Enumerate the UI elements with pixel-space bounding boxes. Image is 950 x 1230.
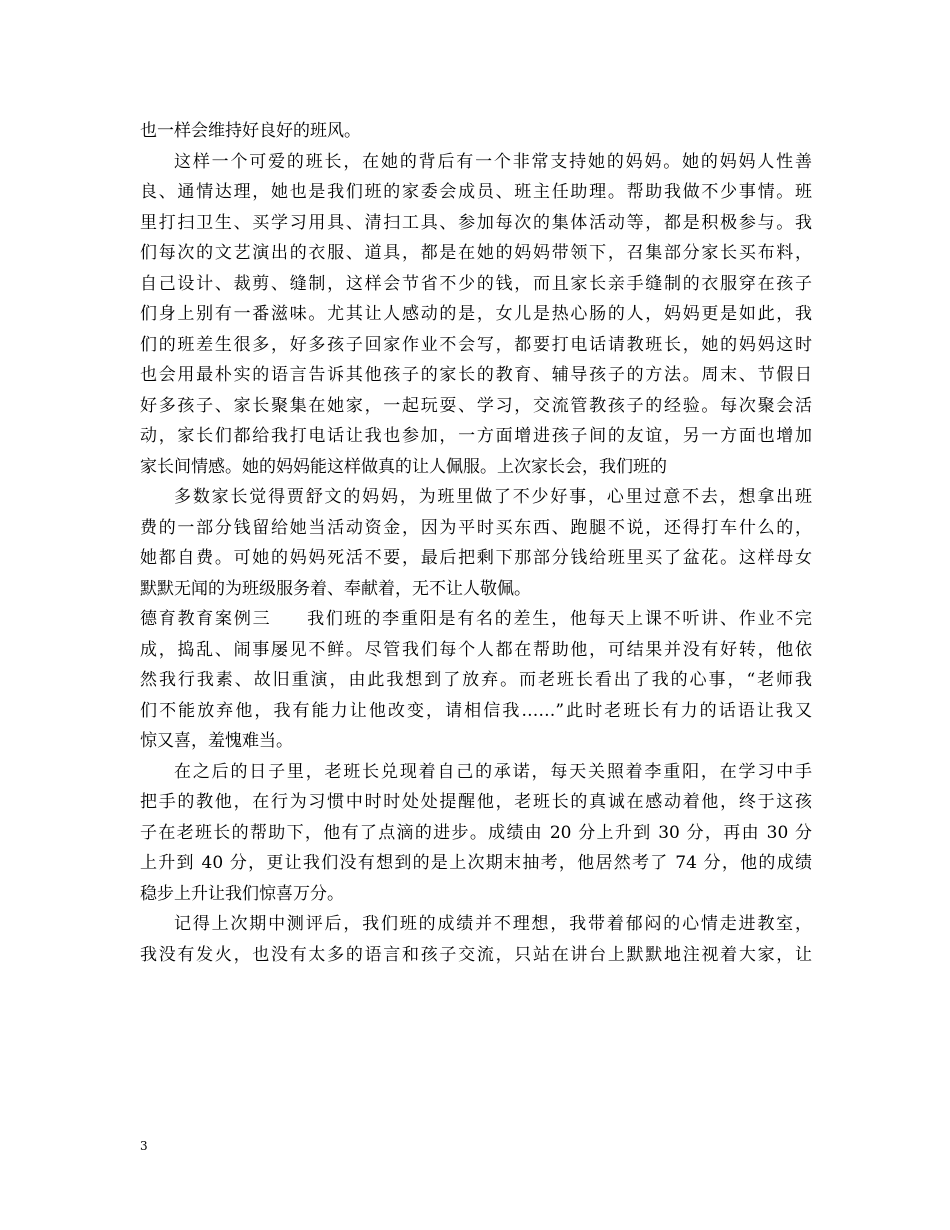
body-text [140,116,812,970]
text-line: 家长间情感。她的妈妈能这样做真的让人佩服。上次家长会，我们班的 [140,456,667,477]
text-line: 费的一部分钱留给她当活动资金，因为平时买东西、跑腿不说，还得打车什么的， [140,517,812,538]
case-text: 我们班的李重阳是有名的差生，他每天上课不听讲、作业不完 [305,609,813,629]
text-line: 然我行我素、故旧重演，由此我想到了放弃。而老班长看出了我的心事，“老师我 [140,670,812,690]
text-line: 惊又喜，羞愧难当。 [140,731,293,751]
text-line: 们不能放弃他，我有能力让他改变，请相信我……”此时老班长有力的话语让我又 [140,700,812,721]
paragraph-start-line: 在之后的日子里，老班长兑现着自己的承诺，每天关照着李重阳，在学习中手 [174,761,812,782]
text-line: 子在老班长的帮助下，他有了点滴的进步。成绩由 20 分上升到 30 分，再由 30 分 [140,822,812,843]
text-line: 成，捣乱、闹事屡见不鲜。尽管我们每个人都在帮助他，可结果并没有好转，他依 [140,639,812,660]
text-line: 也会用最朴实的语言告诉其他孩子的家长的教育、辅导孩子的方法。周末、节假日 [140,365,812,385]
text-line: 动，家长们都给我打电话让我也参加，一方面增进孩子间的友谊，另一方面也增加 [140,426,812,446]
text-line: 她都自费。可她的妈妈死活不要，最后把剩下那部分钱给班里买了盆花。这样母女 [140,548,812,568]
paragraph-start-line: 这样一个可爱的班长，在她的背后有一个非常支持她的妈妈。她的妈妈人性善 [174,151,812,172]
text-line: 好多孩子、家长聚集在她家，一起玩耍、学习，交流管教孩子的经验。每次聚会活 [140,395,812,416]
text-line: 默默无闻的为班级服务着、奉献着，无不让人敬佩。 [140,578,531,599]
text-line: 自己设计、裁剪、缝制，这样会节省不少的钱，而且家长亲手缝制的衣服穿在孩子 [140,273,812,294]
paragraph-start-line: 记得上次期中测评后，我们班的成绩并不理想，我带着郁闷的心情走进教室， [174,914,812,934]
text-line: 也一样会维持好良好的班风。 [140,121,361,141]
page-number: 3 [140,1139,148,1153]
text-line: 稳步上升让我们惊喜万分。 [140,883,344,904]
text-line: 我没有发火，也没有太多的语言和孩子交流，只站在讲台上默默地注视着大家，让 [140,944,812,965]
text-line: 们的班差生很多，好多孩子回家作业不会写，都要打电话请教班长，她的妈妈这时 [140,334,812,355]
text-line: 们身上别有一番滋味。尤其让人感动的是，女儿是热心肠的人，妈妈更是如此，我 [140,304,812,324]
text-line: 把手的教他，在行为习惯中时时处处提醒他，老班长的真诚在感动着他，终于这孩 [140,792,812,812]
section-heading: 德育教育案例三 [140,609,272,629]
case-heading-line [140,604,812,635]
text-line: 里打扫卫生、买学习用具、清扫工具、参加每次的集体活动等，都是积极参与。我 [140,212,812,233]
text-line: 良、通情达理，她也是我们班的家委会成员、班主任助理。帮助我做不少事情。班 [140,182,812,202]
paragraph-start-line: 多数家长觉得贾舒文的妈妈，为班里做了不少好事，心里过意不去，想拿出班 [174,487,812,507]
text-line: 们每次的文艺演出的衣服、道具，都是在她的妈妈带领下，召集部分家长买布料， [140,243,812,263]
text-line: 上升到 40 分，更让我们没有想到的是上次期末抽考，他居然考了 74 分，他的成绩 [140,853,812,873]
